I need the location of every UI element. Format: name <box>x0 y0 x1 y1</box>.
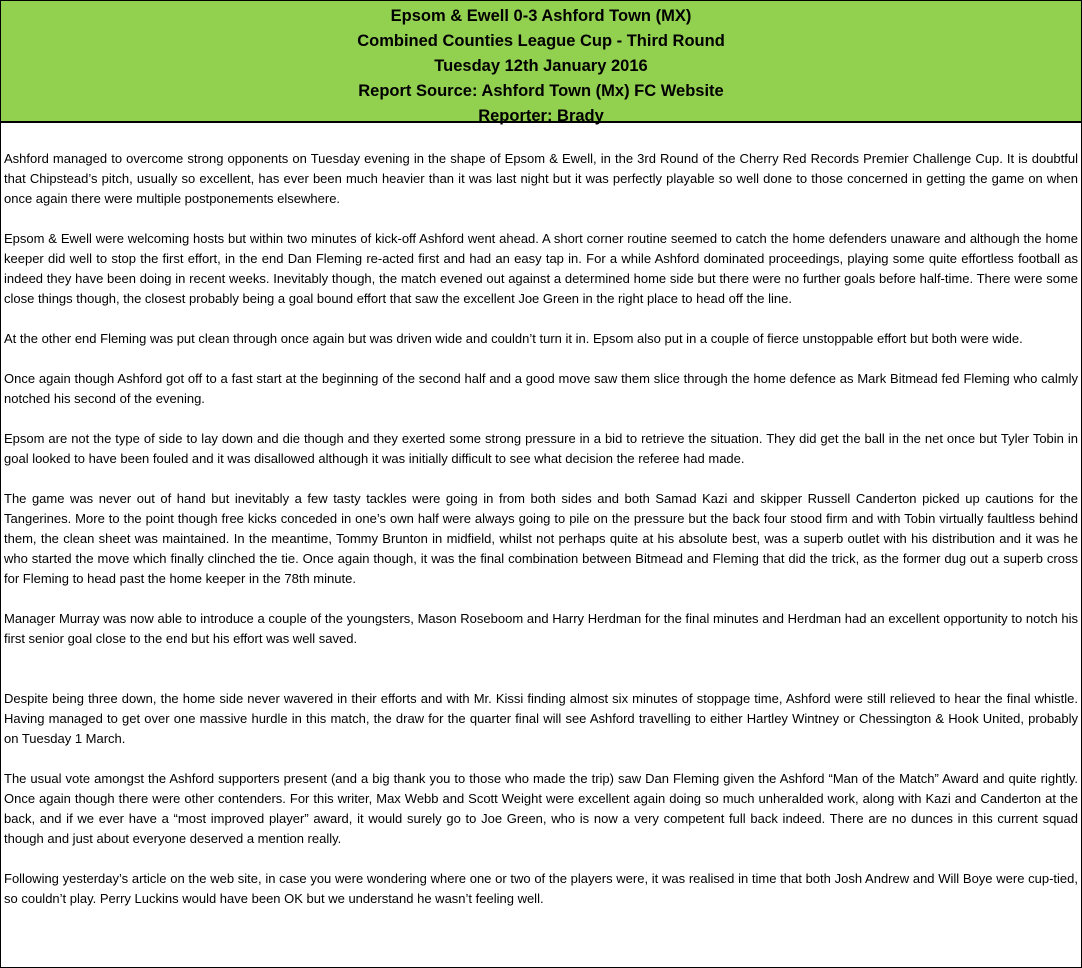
reporter: Reporter: Brady <box>478 107 604 125</box>
report-paragraph: At the other end Fleming was put clean through once again but was driven wide and couldn’t turn it in. Epsom also put in a couple of fierce unstoppable effort but both were wide. <box>4 331 1023 346</box>
report-paragraph: Following yesterday’s article on the web site, in case you were wondering where one or two of the players were, it was realised in time that both Josh Andrew and Will Boye were cup-tied, so couldn’t play. Perry Luckins would have been OK but we understand he wasn’t feeling well. <box>4 871 1078 906</box>
report-body <box>1 123 1081 909</box>
report-paragraph: Despite being three down, the home side never wavered in their efforts and with Mr. Kissi finding almost six minutes of stoppage time, Ashford were still relieved to hear the final whistle. Having managed to get over one massive hurdle in this match, the draw for the quarter final will see Ashford travelling to either Hartley Wintney or Chessington & Hook United, probably on Tuesday 1 March. <box>4 691 1078 746</box>
report-paragraph: Once again though Ashford got off to a fast start at the beginning of the second half and a good move saw them slice through the home defence as Mark Bitmead fed Fleming who calmly notched his second of the evening. <box>4 371 1078 406</box>
match-date: Tuesday 12th January 2016 <box>434 57 648 75</box>
report-paragraph: Epsom & Ewell were welcoming hosts but within two minutes of kick-off Ashford went ahead. A short corner routine seemed to catch the home defenders unaware and although the home keeper did well to stop the first effort, in the end Dan Fleming re-acted first and had an easy tap in. For a while Ashford dominated proceedings, playing some quite effortless football as indeed they have been doing in recent weeks. Inevitably though, the match evened out against a determined home side but there were no further goals before half-time. There were some close things though, the closest probably being a goal bound effort that saw the excellent Joe Green in the right place to head off the line. <box>4 231 1078 306</box>
match-title: Epsom & Ewell 0-3 Ashford Town (MX) <box>390 7 692 25</box>
report-paragraph: The usual vote amongst the Ashford supporters present (and a big thank you to those who made the trip) saw Dan Fleming given the Ashford “Man of the Match” Award and quite rightly. Once again though there were other contenders. For this writer, Max Webb and Scott Weight were excellent again doing so much unheralded work, along with Kazi and Canderton at the back, and if we ever have a “most improved player” award, it would surely go to Joe Green, who is now a very competent full back indeed. There are no dunces in this current squad though and just about everyone deserved a mention really. <box>4 771 1078 846</box>
report-header <box>1 1 1081 123</box>
competition-title: Combined Counties League Cup - Third Round <box>357 32 725 50</box>
report-paragraph: Epsom are not the type of side to lay down and die though and they exerted some strong pressure in a bid to retrieve the situation. They did get the ball in the net once but Tyler Tobin in goal looked to have been fouled and it was disallowed although it was initially difficult to see what decision the referee had made. <box>4 431 1078 466</box>
report-paragraph: The game was never out of hand but inevitably a few tasty tackles were going in from both sides and both Samad Kazi and skipper Russell Canderton picked up cautions for the Tangerines. More to the point though free kicks conceded in one’s own half were always going to pile on the pressure but the back four stood firm and with Tobin virtually faultless behind them, the clean sheet was maintained. In the meantime, Tommy Brunton in midfield, whilst not perhaps quite at his absolute best, was a superb outlet with his distribution and it was he who started the move which finally clinched the tie. Once again though, it was the final combination between Bitmead and Fleming that did the trick, as the former dug out a superb cross for Fleming to head past the home keeper in the 78th minute. <box>4 491 1078 586</box>
report-source: Report Source: Ashford Town (Mx) FC Website <box>358 82 724 100</box>
report-paragraph: Manager Murray was now able to introduce a couple of the youngsters, Mason Roseboom and Harry Herdman for the final minutes and Herdman had an excellent opportunity to notch his first senior goal close to the end but his effort was well saved. <box>4 611 1078 646</box>
report-paragraph: Ashford managed to overcome strong opponents on Tuesday evening in the shape of Epsom & Ewell, in the 3rd Round of the Cherry Red Records Premier Challenge Cup. It is doubtful that Chipstead’s pitch, usually so excellent, has ever been much heavier than it was last night but it was perfectly playable so well done to those concerned in getting the game on when once again there were multiple postponements elsewhere. <box>4 151 1078 206</box>
